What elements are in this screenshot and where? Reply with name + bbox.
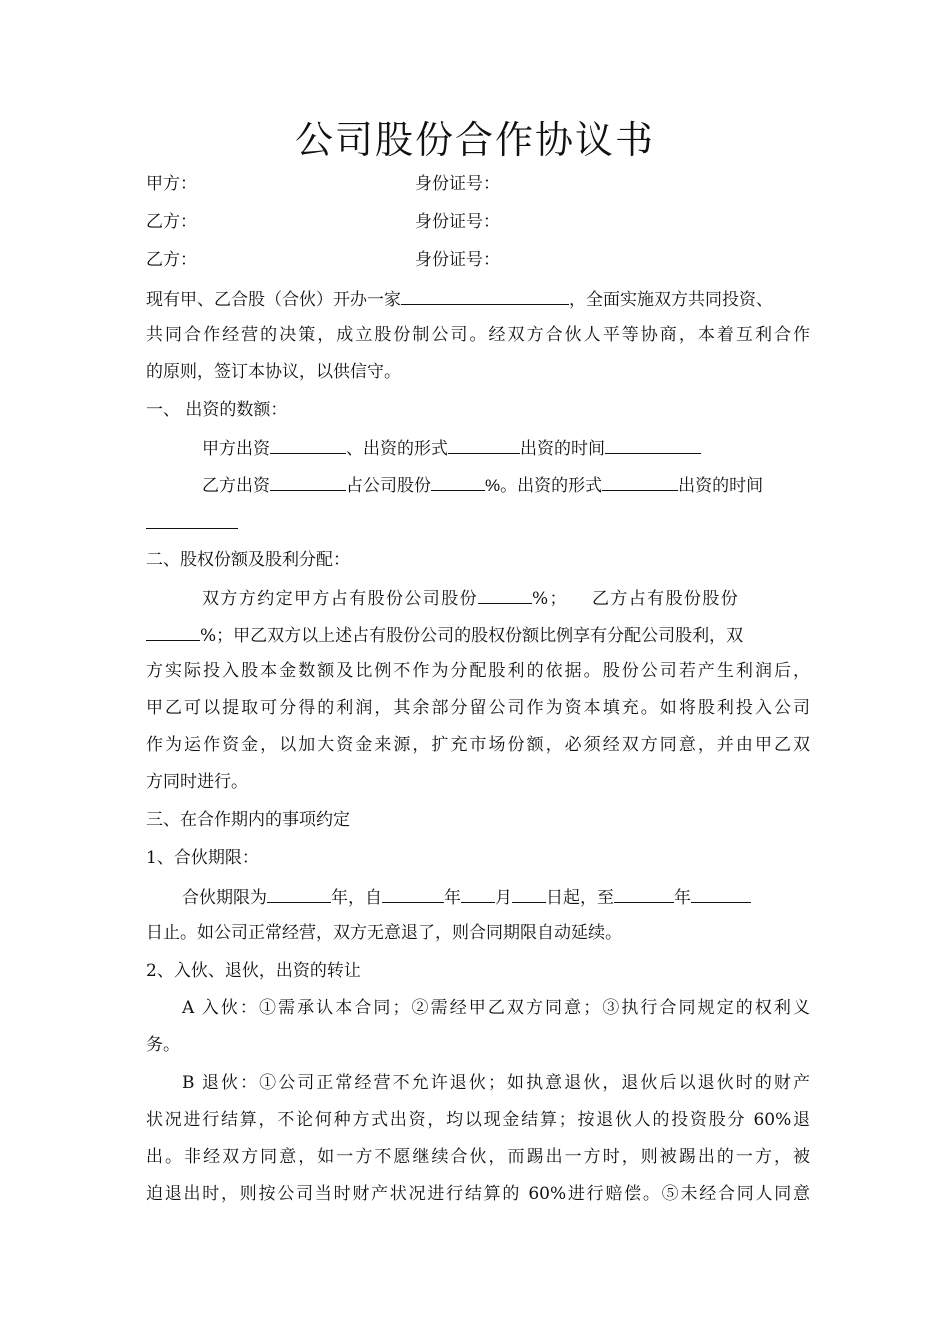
text-run: 双方方约定甲方占有股份公司股份 bbox=[202, 589, 478, 609]
blank-field bbox=[605, 435, 701, 454]
text-run: 出资的时间 bbox=[678, 476, 764, 496]
subsection-heading: 1、合伙期限： bbox=[146, 848, 259, 868]
section-heading: 三、在合作期内的事项约定 bbox=[146, 810, 350, 830]
blank-field bbox=[478, 585, 532, 604]
paragraph-line: 出。非经双方同意，如一方不愿继续合伙，而踢出一方时，则被踢出的一方，被 bbox=[146, 1147, 810, 1167]
text-run: 合伙期限为 bbox=[182, 888, 267, 908]
document-title: 公司股份合作协议书 bbox=[294, 118, 655, 162]
paragraph-line bbox=[146, 622, 810, 648]
blank-field bbox=[602, 472, 678, 491]
section-heading: 二、股权份额及股利分配： bbox=[146, 550, 350, 570]
paragraph-line: 务。 bbox=[146, 1035, 180, 1055]
party-row bbox=[146, 172, 810, 196]
text-run: 月 bbox=[495, 888, 512, 908]
blank-field bbox=[691, 884, 751, 903]
paragraph-line: 方实际投入股本金数额及比例不作为分配股利的依据。股份公司若产生利润后， bbox=[146, 661, 810, 681]
text-run: 乙方出资 bbox=[202, 476, 270, 496]
blank-field bbox=[614, 884, 674, 903]
paragraph-line: 作为运作资金，以加大资金来源，扩充市场份额，必须经双方同意，并由甲乙双 bbox=[146, 735, 810, 755]
paragraph-line: B 退伙：①公司正常经营不允许退伙；如执意退伙，退伙后以退伙时的财产 bbox=[182, 1073, 810, 1093]
paragraph-line bbox=[202, 585, 810, 611]
paragraph-line: 甲乙可以提取可分得的利润，其余部分留公司作为资本填充。如将股利投入公司 bbox=[146, 698, 810, 718]
text-run: 年 bbox=[674, 888, 691, 908]
term-line bbox=[182, 884, 810, 910]
paragraph-line: 方同时进行。 bbox=[146, 772, 248, 792]
blank-field bbox=[448, 435, 520, 454]
subsection-heading: 2、入伙、退伙，出资的转让 bbox=[146, 961, 361, 981]
paragraph-line: 迫退出时，则按公司当时财产状况进行结算的 60%进行赔偿。⑤未经合同人同意 bbox=[146, 1184, 810, 1204]
blank-field bbox=[461, 884, 495, 903]
blank-field bbox=[146, 510, 238, 529]
text-run: 甲方出资 bbox=[202, 439, 270, 459]
text-run: 年，自 bbox=[331, 888, 382, 908]
id-number-label: 身份证号： bbox=[415, 174, 500, 194]
text-run: %； bbox=[532, 589, 568, 609]
paragraph-line: 状况进行结算，不论何种方式出资，均以现金结算；按退伙人的投资股分 60%退 bbox=[146, 1110, 810, 1130]
blank-company-name bbox=[401, 286, 569, 305]
text-run: 出资的时间 bbox=[520, 439, 605, 459]
blank-line bbox=[146, 510, 810, 536]
text-run: 现有甲、乙合股（合伙）开办一家 bbox=[146, 290, 401, 310]
intro-line: 共同合作经营的决策，成立股份制公司。经双方合伙人平等协商，本着互利合作 bbox=[146, 325, 810, 345]
contribution-line bbox=[202, 435, 810, 461]
paragraph-line: A 入伙：①需承认本合同；②需经甲乙双方同意；③执行合同规定的权利义 bbox=[182, 998, 810, 1018]
party-label: 乙方： bbox=[146, 212, 197, 232]
party-row bbox=[146, 248, 810, 272]
intro-line bbox=[146, 286, 810, 312]
text-run: %；甲乙双方以上述占有股份公司的股权份额比例享有分配公司股利，双 bbox=[200, 626, 744, 646]
party-row bbox=[146, 210, 810, 234]
blank-field bbox=[431, 472, 485, 491]
text-run: 年 bbox=[444, 888, 461, 908]
text-run: %。出资的形式 bbox=[485, 476, 603, 495]
intro-line: 的原则，签订本协议，以供信守。 bbox=[146, 362, 401, 382]
party-label: 乙方： bbox=[146, 250, 197, 270]
text-run: 占公司股份 bbox=[346, 476, 431, 496]
text-run: 日起，至 bbox=[546, 888, 614, 908]
blank-field bbox=[270, 472, 346, 491]
id-number-label: 身份证号： bbox=[415, 250, 500, 270]
blank-field bbox=[146, 622, 200, 641]
party-label: 甲方： bbox=[146, 174, 197, 194]
text-run: 、出资的形式 bbox=[346, 439, 448, 459]
term-line: 日止。如公司正常经营，双方无意退了，则合同期限自动延续。 bbox=[146, 923, 622, 943]
blank-field bbox=[382, 884, 444, 903]
blank-field bbox=[512, 884, 546, 903]
contribution-line bbox=[202, 472, 810, 498]
id-number-label: 身份证号： bbox=[415, 212, 500, 232]
text-run: ，全面实施双方共同投资、 bbox=[569, 290, 773, 310]
text-run: 乙方占有股份股份 bbox=[591, 589, 740, 609]
blank-field bbox=[267, 884, 331, 903]
section-heading: 一、 出资的数额： bbox=[146, 400, 288, 420]
blank-field bbox=[270, 435, 346, 454]
